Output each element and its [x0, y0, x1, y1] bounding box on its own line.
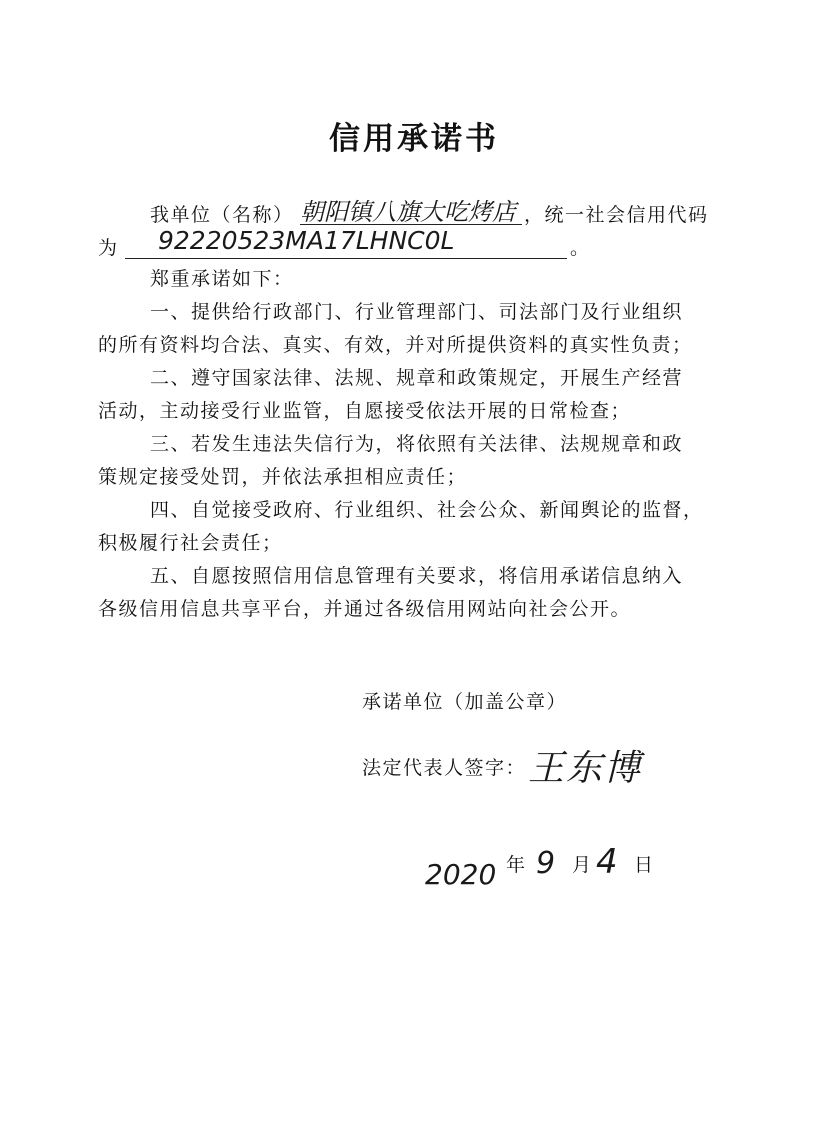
- code-suffix: 。: [570, 237, 591, 259]
- code-prefix: 为: [98, 237, 119, 259]
- promise-1-line-2: 的所有资料均合法、真实、有效，并对所提供资料的真实性负责；: [98, 334, 693, 356]
- promise-intro: 郑重承诺如下：: [150, 268, 294, 290]
- date-year-label: 年: [506, 854, 527, 876]
- promise-3-line-2: 策规定接受处罚，并依法承担相应责任；: [98, 466, 468, 488]
- date-month-label: 月: [572, 854, 593, 876]
- intro-prefix: 我单位（名称）: [150, 204, 294, 226]
- company-name-handwritten: 朝阳镇八旗大吃烤店: [300, 198, 516, 226]
- date-month-handwritten: 9: [536, 846, 556, 881]
- legal-rep-signature: 王东博: [528, 748, 643, 789]
- promise-3-line-1: 三、若发生违法失信行为，将依照有关法律、法规规章和政: [150, 433, 684, 455]
- promise-4-line-2: 积极履行社会责任；: [98, 532, 283, 554]
- date-day-label: 日: [634, 854, 655, 876]
- promise-2-line-1: 二、遵守国家法律、法规、规章和政策规定，开展生产经营: [150, 367, 684, 389]
- intro-suffix: ，统一社会信用代码: [524, 204, 709, 226]
- legal-rep-label: 法定代表人签字：: [362, 757, 527, 779]
- promise-4-line-1: 四、自觉接受政府、行业组织、社会公众、新闻舆论的监督，: [150, 499, 704, 521]
- company-name-underline: [300, 224, 522, 225]
- credit-code-underline: [125, 258, 567, 259]
- date-day-handwritten: 4: [596, 842, 618, 882]
- promise-1-line-1: 一、提供给行政部门、行业管理部门、司法部门及行业组织: [150, 301, 684, 323]
- credit-code-handwritten: 92220523MA17LHNC0L: [158, 226, 455, 255]
- promise-5-line-1: 五、自愿按照信用信息管理有关要求，将信用承诺信息纳入: [150, 565, 684, 587]
- promise-2-line-2: 活动，主动接受行业监管，自愿接受依法开展的日常检查；: [98, 400, 632, 422]
- promise-5-line-2: 各级信用信息共享平台，并通过各级信用网站向社会公开。: [98, 598, 632, 620]
- page-title: 信用承诺书: [329, 121, 499, 157]
- unit-stamp-label: 承诺单位（加盖公章）: [362, 691, 568, 713]
- date-year-handwritten: 2020: [425, 858, 497, 891]
